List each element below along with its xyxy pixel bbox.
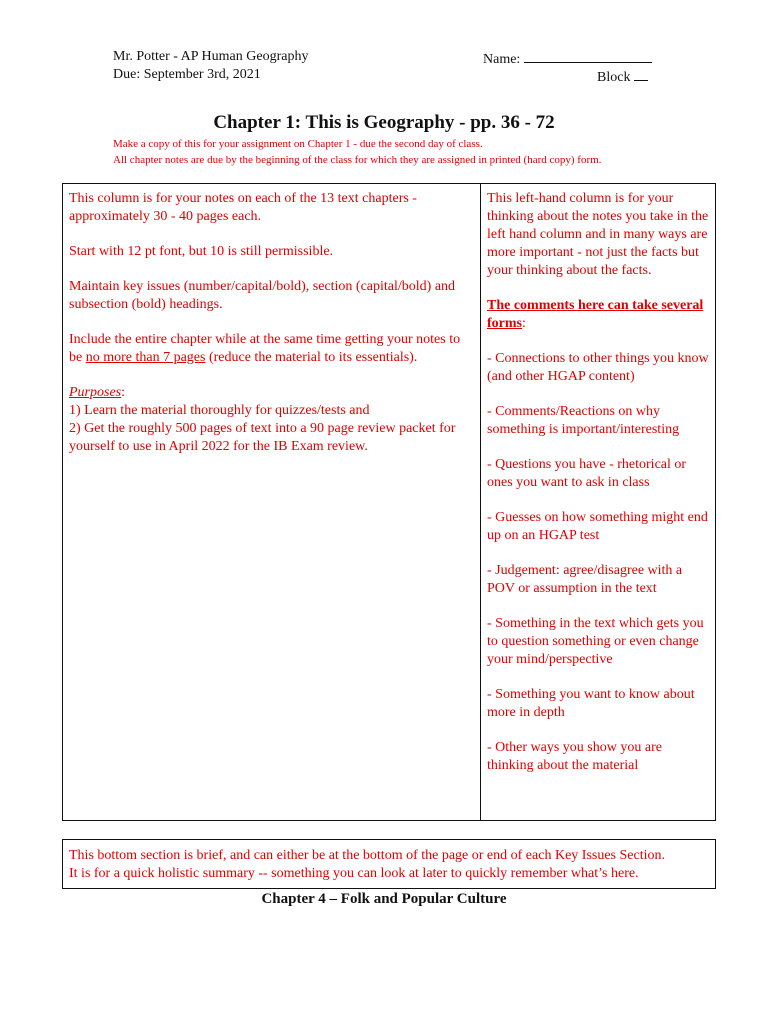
purpose-item: 1) Learn the material thoroughly for quizzes/tests and: [69, 403, 370, 418]
notes-table: [62, 183, 716, 821]
thinking-column: [487, 190, 709, 792]
text-span: (reduce the material to its essentials).: [205, 350, 418, 365]
instruction-line: All chapter notes are due by the beginning of the class for which they are assigned in printed (hard copy) form.: [113, 154, 602, 166]
forms-heading-text: several forms: [487, 298, 704, 331]
summary-line: It is for a quick holistic summary -- something you can look at later to quickly remember what’s here.: [69, 866, 639, 881]
block-label: Block: [597, 70, 631, 85]
forms-heading-text: The comments here can take: [487, 298, 662, 313]
summary-box: [62, 839, 716, 889]
block-field: [597, 66, 648, 87]
name-label: Name:: [483, 52, 521, 67]
instruction-line: Make a copy of this for your assignment on Chapter 1 - due the second day of class.: [113, 138, 483, 150]
comment-form-item: - Other ways you show you are thinking about the material: [487, 740, 662, 773]
name-blank: [524, 48, 652, 63]
thinking-intro: This left-hand column is for your thinking about the notes you take in the left hand column and in many ways are more important - not just the facts but your thinking about the facts.: [487, 191, 709, 278]
block-blank: [634, 66, 648, 81]
due-date: Due: September 3rd, 2021: [113, 67, 261, 82]
teacher-course: Mr. Potter - AP Human Geography: [113, 49, 309, 64]
summary-line: This bottom section is brief, and can either be at the bottom of the page or end of each Key Issues Section.: [69, 848, 665, 863]
purposes-label: Purposes: [69, 385, 122, 400]
comment-form-item: - Connections to other things you know (and other HGAP content): [487, 351, 709, 384]
comment-form-item: - Comments/Reactions on why something is important/interesting: [487, 404, 680, 437]
notes-paragraph: Start with 12 pt font, but 10 is still permissible.: [69, 244, 334, 259]
notes-column: [69, 190, 471, 456]
comment-form-item: - Guesses on how something might end up on an HGAP test: [487, 510, 708, 543]
comment-form-item: - Something you want to know about more in depth: [487, 687, 695, 720]
text-span: Include the entire chapter while at the same time getting your notes to be: [69, 332, 461, 365]
comment-form-item: - Questions you have - rhetorical or ones you want to ask in class: [487, 457, 687, 490]
forms-heading: [487, 297, 709, 333]
column-divider: [480, 184, 481, 820]
purposes-colon: :: [121, 385, 126, 400]
instructions: [113, 136, 673, 168]
notes-paragraph: [69, 331, 471, 367]
page-limit-text: no more than 7 pages: [85, 350, 206, 365]
purposes-block: [69, 384, 471, 456]
comment-form-item: - Judgement: agree/disagree with a POV or assumption in the text: [487, 563, 683, 596]
comment-form-item: - Something in the text which gets you to question something or even change your mind/perspective: [487, 616, 704, 667]
forms-colon: :: [522, 316, 526, 331]
purpose-item: 2) Get the roughly 500 pages of text into a 90 page review packet for yourself to use in April 2022 for the IB Exam review.: [69, 421, 456, 454]
header-left: [113, 48, 308, 84]
next-chapter-heading: Chapter 4 – Folk and Popular Culture: [261, 891, 507, 907]
page-title: Chapter 1: This is Geography - pp. 36 - 72: [213, 112, 555, 133]
notes-paragraph: This column is for your notes on each of the 13 text chapters - approximately 30 - 40 pages each.: [69, 191, 417, 224]
notes-paragraph: Maintain key issues (number/capital/bold), section (capital/bold) and subsection (bold) headings.: [69, 279, 456, 312]
